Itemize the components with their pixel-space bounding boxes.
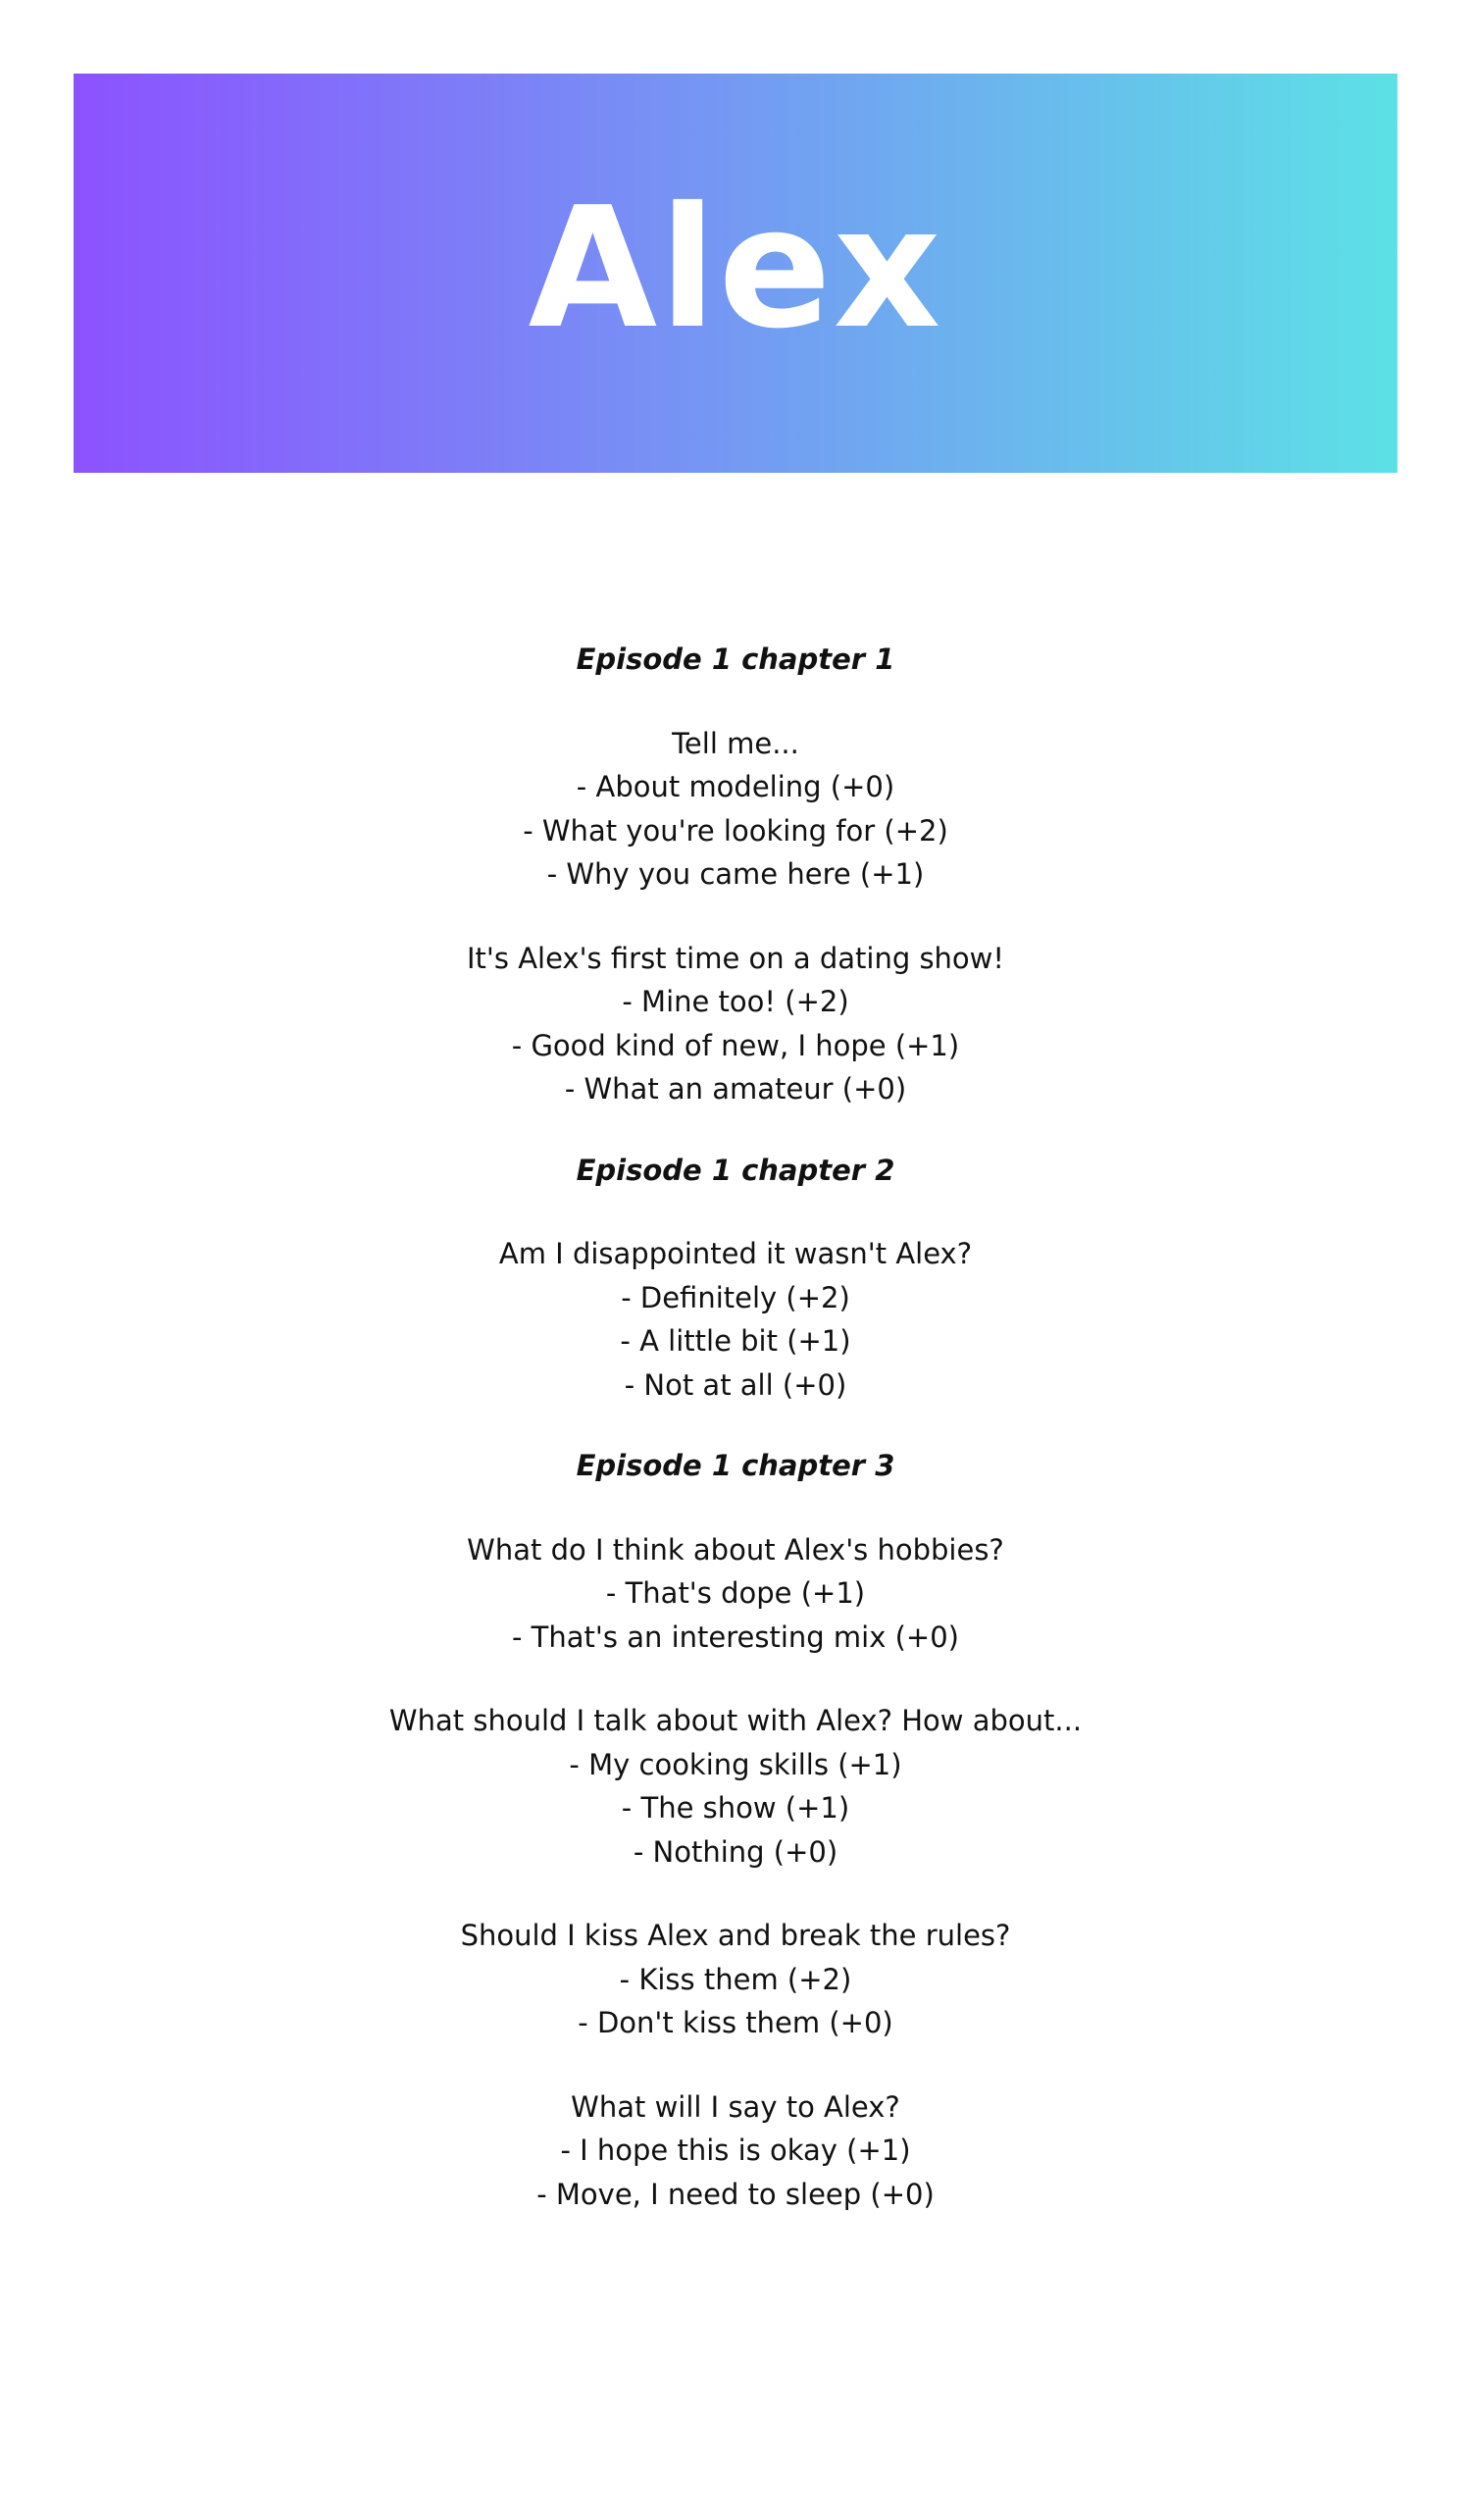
section-heading: Episode 1 chapter 1 (576, 643, 895, 676)
question-prompt: Should I kiss Alex and break the rules? (460, 1919, 1011, 1952)
guide-content (0, 638, 1471, 2216)
answer-option: - Move, I need to sleep (+0) (536, 2177, 935, 2211)
answer-option: - Nothing (+0) (633, 1834, 838, 1869)
answer-option: - About modeling (+0) (576, 770, 895, 803)
answer-option: - The show (+1) (621, 1791, 850, 1825)
answer-option: - Don't kiss them (+0) (578, 2006, 893, 2039)
answer-option: - Not at all (+0) (624, 1367, 847, 1402)
answer-option: - Kiss them (+2) (619, 1962, 852, 1996)
answer-option: - That's dope (+1) (605, 1576, 866, 1610)
question-block (0, 1232, 1471, 1407)
page-title: Alex (528, 171, 943, 366)
section-heading: Episode 1 chapter 3 (576, 1449, 895, 1482)
answer-option: - Good kind of new, I hope (+1) (511, 1028, 960, 1062)
question-block (0, 2085, 1471, 2217)
question-block (0, 937, 1471, 1111)
question-prompt: It's Alex's first time on a dating show! (466, 941, 1005, 975)
question-block (0, 722, 1471, 897)
answer-option: - I hope this is okay (+1) (560, 2134, 911, 2167)
answer-option: - What an amateur (+0) (564, 1072, 907, 1106)
question-prompt: What will I say to Alex? (571, 2089, 900, 2124)
answer-option: - Definitely (+2) (621, 1280, 850, 1314)
section-episode-1-chapter-3 (0, 1444, 1471, 2216)
answer-option: - That's an interesting mix (+0) (512, 1620, 959, 1654)
section-heading: Episode 1 chapter 2 (576, 1153, 895, 1187)
question-prompt: Tell me... (672, 726, 799, 760)
section-episode-1-chapter-1 (0, 638, 1471, 1111)
section-episode-1-chapter-2 (0, 1149, 1471, 1408)
question-block (0, 1914, 1471, 2045)
answer-option: - Mine too! (+2) (622, 985, 849, 1018)
answer-option: - My cooking skills (+1) (569, 1747, 902, 1781)
question-prompt: What do I think about Alex's hobbies? (467, 1532, 1004, 1567)
question-prompt: What should I talk about with Alex? How about... (388, 1704, 1083, 1737)
title-banner (74, 74, 1397, 473)
answer-option: - Why you came here (+1) (546, 857, 925, 891)
question-block (0, 1528, 1471, 1660)
answer-option: - What you're looking for (+2) (523, 813, 948, 848)
question-block (0, 1699, 1471, 1874)
answer-option: - A little bit (+1) (620, 1324, 851, 1358)
question-prompt: Am I disappointed it wasn't Alex? (498, 1237, 973, 1270)
